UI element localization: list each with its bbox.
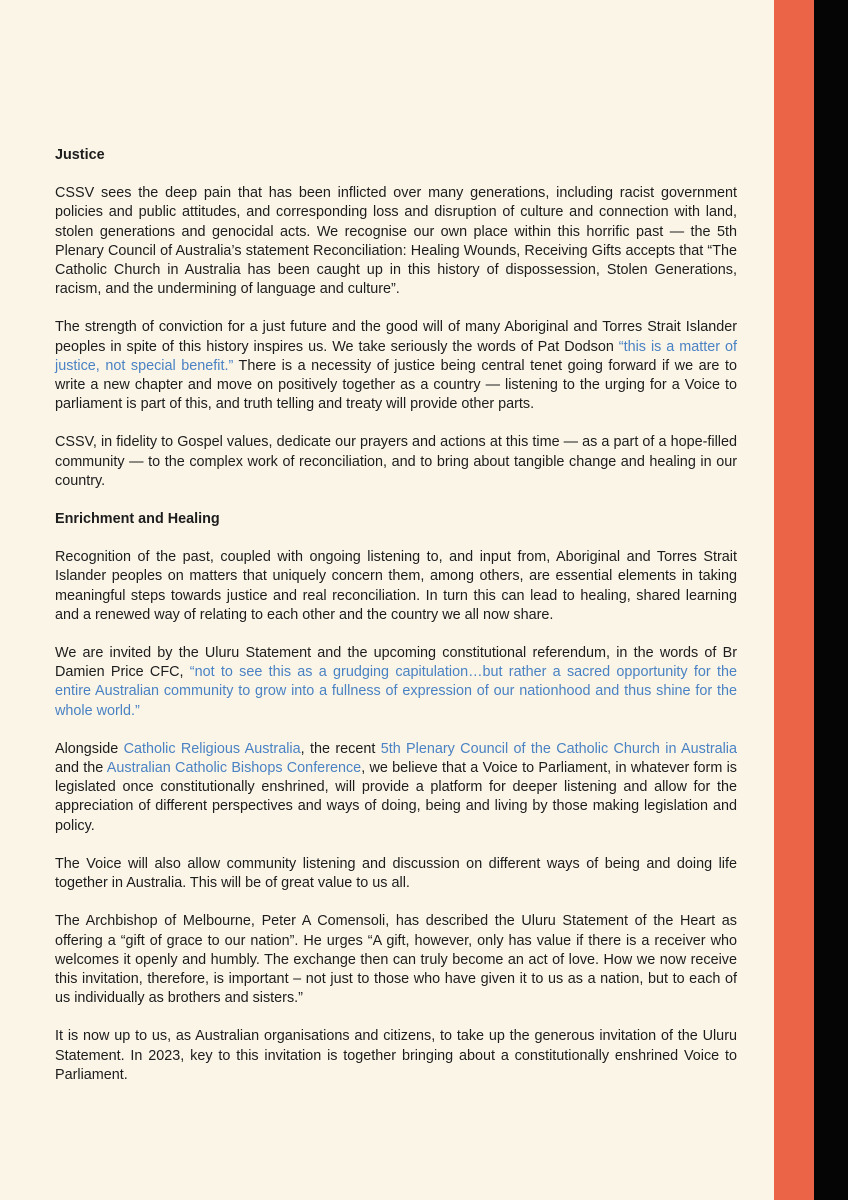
black-side-stripe bbox=[814, 0, 848, 1200]
justice-p2-text-cont: There is a necessity of justice being central tenet going forward if we are to write a new chapter and move on positively together as a country — listening to the urging for a Voice to parliament is part of this, and truth telling and treaty will provide other parts. bbox=[55, 357, 737, 413]
document-body bbox=[55, 146, 737, 1104]
bishops-conference-link[interactable]: Australian Catholic Bishops Conference bbox=[106, 760, 362, 777]
enrichment-paragraph-5: The Archbishop of Melbourne, Peter A Comensoli, has described the Uluru Statement of the Heart as offering a “gift of grace to our nation”. He urges “A gift, however, only has value if there is a receiver who welcomes it openly and humbly. The exchange then can truly become an act of love. How we now receive this invitation, therefore, is important – not just to those who have given it to us as a nation, but to each of us individually as brothers and sisters.” bbox=[55, 913, 737, 1007]
enrichment-paragraph-3 bbox=[55, 740, 737, 836]
enrichment-paragraph-6: It is now up to us, as Australian organisations and citizens, to take up the generous invitation of the Uluru Statement. In 2023, key to this invitation is together bringing about a constitutionally enshrined Voice to Parliament. bbox=[55, 1028, 737, 1083]
enrichment-p2-text: We are invited by the Uluru Statement and the upcoming constitutional referendum, in the words of Br Damien Price CFC, bbox=[55, 645, 737, 681]
justice-paragraph-2 bbox=[55, 318, 737, 414]
catholic-religious-australia-link[interactable]: Catholic Religious Australia bbox=[123, 740, 301, 757]
enrichment-p3-text: Alongside bbox=[55, 740, 124, 757]
enrichment-paragraph-2 bbox=[55, 644, 737, 721]
enrichment-heading: Enrichment and Healing bbox=[55, 511, 220, 528]
enrichment-p3-text-b: , the recent bbox=[300, 740, 381, 757]
justice-paragraph-3: CSSV, in fidelity to Gospel values, dedicate our prayers and actions at this time — as a part of a hope-filled community — to the complex work of reconciliation, and to bring about tangible change and healing in our country. bbox=[55, 434, 737, 489]
justice-paragraph-1: CSSV sees the deep pain that has been inflicted over many generations, including racist government policies and public attitudes, and corresponding loss and disruption of culture and connection with land, stolen generations and genocidal acts. We recognise our own place within this horrific past — the 5th Plenary Council of Australia’s statement Reconciliation: Healing Wounds, Receiving Gifts accepts that “The Catholic Church in Australia has been caught up in this history of dispossession, Stolen Generations, racism, and the undermining of language and culture”. bbox=[55, 185, 737, 298]
plenary-council-link[interactable]: 5th Plenary Council of the Catholic Church in Australia bbox=[380, 740, 738, 757]
justice-p2-text: The strength of conviction for a just future and the good will of many Aboriginal and Torres Strait Islander peoples in spite of this history inspires us. We take seriously the words of Pat Dodson bbox=[55, 319, 737, 355]
enrichment-p3-text-c: and the bbox=[55, 760, 107, 777]
enrichment-p3-text-d: , we believe that a Voice to Parliament, in whatever form is legislated once constitutionally enshrined, will provide a platform for deeper listening and allow for the appreciation of different perspectives and ways of doing, being and living by those making legislation and policy. bbox=[55, 760, 738, 834]
justice-heading: Justice bbox=[55, 147, 105, 163]
damien-price-quote: “not to see this as a grudging capitulation…but rather a sacred opportunity for the entire Australian community to grow into a fullness of expression of our nationhood and thus shine for the whole world.” bbox=[55, 664, 737, 719]
enrichment-paragraph-4: The Voice will also allow community listening and discussion on different ways of being and doing life together in Australia. This will be of great value to us all. bbox=[55, 855, 737, 892]
orange-side-stripe bbox=[774, 0, 814, 1200]
enrichment-paragraph-1: Recognition of the past, coupled with ongoing listening to, and input from, Aboriginal and Torres Strait Islander peoples on matters that uniquely concern them, among others, are essential elements in taking meaningful steps towards justice and real reconciliation. In turn this can lead to healing, shared learning and a renewed way of relating to each other and the country we all now share. bbox=[55, 549, 737, 623]
pat-dodson-quote: “this is a matter of justice, not special benefit.” bbox=[55, 338, 737, 374]
